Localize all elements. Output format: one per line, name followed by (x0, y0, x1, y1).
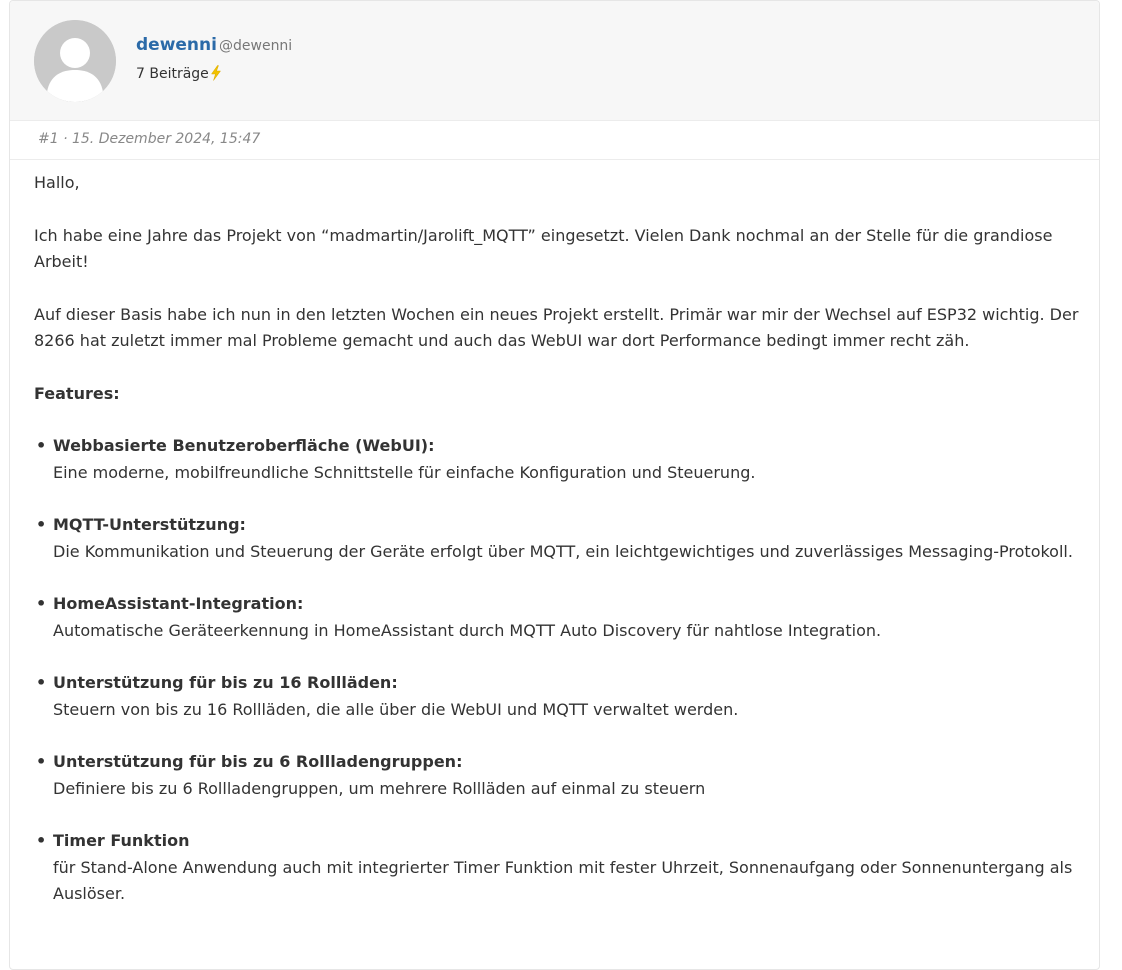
list-item (34, 828, 1084, 908)
lightning-badge-icon (210, 65, 222, 81)
bullet-icon: • (36, 752, 47, 771)
paragraph-project: Auf dieser Basis habe ich nun in den letzten Wochen ein neues Projekt erstellt. Primär war mir der Wechsel auf ESP32 wichtig. Der 8266 hat zuletzt immer mal Probleme gemacht und auch das WebUI war dort Performance bedingt immer recht zäh. (34, 304, 1079, 350)
bullet-icon: • (36, 673, 47, 692)
list-item (34, 749, 1084, 802)
default-user-avatar-icon[interactable] (34, 20, 116, 102)
greeting-text: Hallo, (34, 173, 80, 192)
feature-title: MQTT-Unterstützung: (53, 515, 246, 534)
features-heading-text: Features: (34, 383, 120, 403)
feature-title: Unterstützung für bis zu 6 Rollladengruppen: (53, 752, 463, 771)
list-item (34, 591, 1084, 644)
author-username-link[interactable]: dewenni (136, 35, 217, 55)
feature-description: Automatische Geräteerkennung in HomeAssistant durch MQTT Auto Discovery für nahtlose Integration. (53, 620, 882, 640)
post-meta-bar (10, 121, 1099, 160)
feature-description: Definiere bis zu 6 Rollladengruppen, um mehrere Rollläden auf einmal zu steuern (53, 778, 706, 798)
feature-description: für Stand-Alone Anwendung auch mit integrierter Timer Funktion mit fester Uhrzeit, Sonnenaufgang oder Sonnenuntergang als Auslöser. (53, 857, 1073, 903)
feature-title: HomeAssistant-Integration: (53, 594, 304, 613)
feature-title: Webbasierte Benutzeroberfläche (WebUI): (53, 436, 435, 455)
post-author-header (10, 1, 1099, 121)
list-item (34, 670, 1084, 723)
paragraph-intro: Ich habe eine Jahre das Projekt von “madmartin/Jarolift_MQTT” eingesetzt. Vielen Dank nochmal an der Stelle für die grandiose Arbeit! (34, 225, 1053, 271)
post-number-and-date[interactable]: #1 · 15. Dezember 2024, 15:47 (38, 131, 261, 147)
features-list (34, 433, 1084, 908)
feature-title: Unterstützung für bis zu 16 Rollläden: (53, 673, 398, 692)
features-heading (34, 381, 1084, 408)
list-item (34, 512, 1084, 565)
bullet-icon: • (36, 831, 47, 850)
list-item (34, 433, 1084, 486)
forum-post (9, 0, 1100, 970)
feature-title: Timer Funktion (53, 831, 190, 850)
author-post-count[interactable]: 7 Beiträge (136, 66, 209, 82)
feature-description: Steuern von bis zu 16 Rollläden, die alle über die WebUI und MQTT verwaltet werden. (53, 699, 739, 719)
post-content (34, 170, 1084, 934)
bullet-icon: • (36, 515, 47, 534)
bullet-icon: • (36, 436, 47, 455)
feature-description: Die Kommunikation und Steuerung der Geräte erfolgt über MQTT, ein leichtgewichtiges und zuverlässiges Messaging-Protokoll. (53, 541, 1073, 561)
feature-description: Eine moderne, mobilfreundliche Schnittstelle für einfache Konfiguration und Steuerung. (53, 462, 756, 482)
author-handle: @dewenni (219, 38, 293, 54)
bullet-icon: • (36, 594, 47, 613)
